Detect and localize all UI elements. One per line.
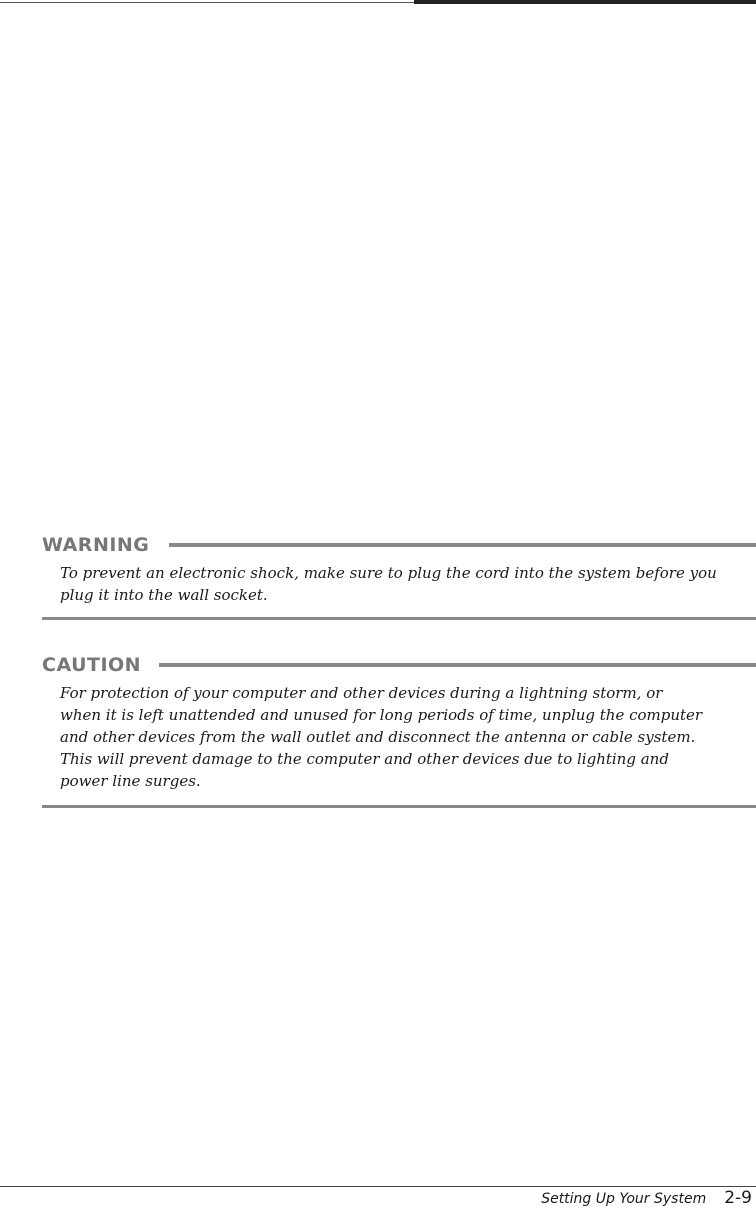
caution-text (60, 682, 744, 792)
warning-text-line: To prevent an electronic shock, make sure to plug the cord into the system before you (60, 564, 717, 582)
header-rule-thin (0, 2, 414, 3)
page-number: 2-9 (724, 1188, 752, 1208)
warning-label: WARNING (42, 534, 158, 556)
caution-notice (42, 654, 756, 808)
warning-text (60, 562, 744, 606)
caution-label: CAUTION (42, 654, 150, 676)
caution-header (42, 654, 756, 676)
warning-top-rule (169, 543, 756, 547)
caution-text-line: For protection of your computer and other devices during a lightning storm, or (60, 684, 663, 702)
header-rule-thick (414, 0, 756, 4)
warning-notice (42, 534, 756, 620)
caution-bottom-rule (42, 805, 756, 808)
caution-text-line: and other devices from the wall outlet and disconnect the antenna or cable system. (60, 728, 696, 746)
warning-text-line: plug it into the wall socket. (60, 586, 268, 604)
footer-section-title: Setting Up Your System (541, 1191, 707, 1207)
caution-top-rule (159, 663, 756, 667)
caution-text-line: power line surges. (60, 772, 201, 790)
footer-rule (0, 1186, 756, 1187)
warning-bottom-rule (42, 617, 756, 620)
page-footer (541, 1188, 752, 1210)
caution-text-line: when it is left unattended and unused for long periods of time, unplug the computer (60, 706, 703, 724)
warning-header (42, 534, 756, 556)
caution-text-line: This will prevent damage to the computer and other devices due to lighting and (60, 750, 669, 768)
